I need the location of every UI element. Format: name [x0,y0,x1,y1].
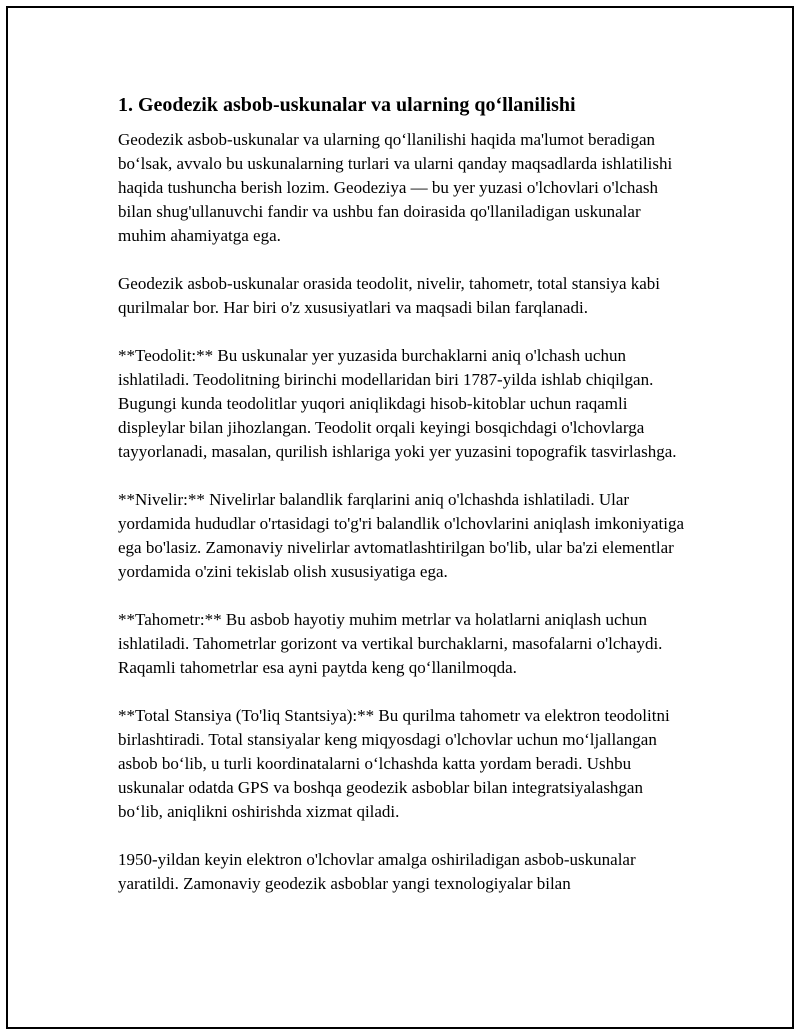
paragraph-tahometr: **Tahometr:** Bu asbob hayotiy muhim metrlar va holatlarni aniqlash uchun ishlatiladi. Tahometrlar gorizont va vertikal burchaklarni, masofalarni o'lchaydi. Raqamli tahometrlar esa ayni paytda keng qo‘llanilmoqda. [118,610,663,677]
paragraph-intro: Geodezik asbob-uskunalar va ularning qo‘llanilishi haqida ma'lumot beradigan bo‘lsak, avvalo bu uskunalarning turlari va ularni qanday maqsadlarda ishlatilishi haqida tushuncha berish lozim. Geodeziya — bu yer yuzasi o'lchovlari o'lchash bilan shug'ullanuvchi fandir va ushbu fan doirasida qo'llaniladigan uskunalar muhim ahamiyatga ega. [118,130,673,245]
paragraph-total-stansiya: **Total Stansiya (To'liq Stantsiya):** Bu qurilma tahometr va elektron teodolitni birlashtiradi. Total stansiyalar keng miqyosdagi o'lchovlar uchun mo‘ljallangan asbob bo‘lib, u turli koordinatalarni o‘lchashda katta yordam beradi. Ushbu uskunalar odatda GPS va boshqa geodezik asboblar bilan integratsiyalashgan bo‘lib, aniqlikni oshirishda xizmat qiladi. [118,706,670,821]
paragraph-nivelir: **Nivelir:** Nivelirlar balandlik farqlarini aniq o'lchashda ishlatiladi. Ular yordamida hududlar o'rtasidagi to'g'ri balandlik o'lchovlarini aniqlash imkoniyatiga ega bo'lasiz. Zamonaviy nivelirlar avtomatlashtirilgan bo'lib, ular ba'zi elementlar yordamida o'zini tekislab olish xususiyatiga ega. [118,490,685,581]
paragraph-electronic-history: 1950-yildan keyin elektron o'lchovlar amalga oshiriladigan asbob-uskunalar yaratildi. Zamonaviy geodezik asboblar yangi texnologiyalar bilan [118,850,636,893]
paragraph-instruments-list: Geodezik asbob-uskunalar orasida teodolit, nivelir, tahometr, total stansiya kabi qurilmalar bor. Har biri o'z xususiyatlari va maqsadi bilan farqlanadi. [118,274,661,317]
document-title: 1. Geodezik asbob-uskunalar va ularning qo‘llanilishi [118,94,576,116]
document-body [118,92,690,920]
paragraph-teodolit: **Teodolit:** Bu uskunalar yer yuzasida burchaklarni aniq o'lchash uchun ishlatiladi. Teodolitning birinchi modellaridan biri 1787-yilda ishlab chiqilgan. Bugungi kunda teodolitlar yuqori aniqlikdagi hisob-kitoblar uchun raqamli displeylar bilan jihozlangan. Teodolit orqali keyingi bosqichdagi o'lchovlarga tayyorlanadi, masalan, qurilish ishlariga yoki yer yuzasini topografik tasvirlashga. [118,346,677,461]
